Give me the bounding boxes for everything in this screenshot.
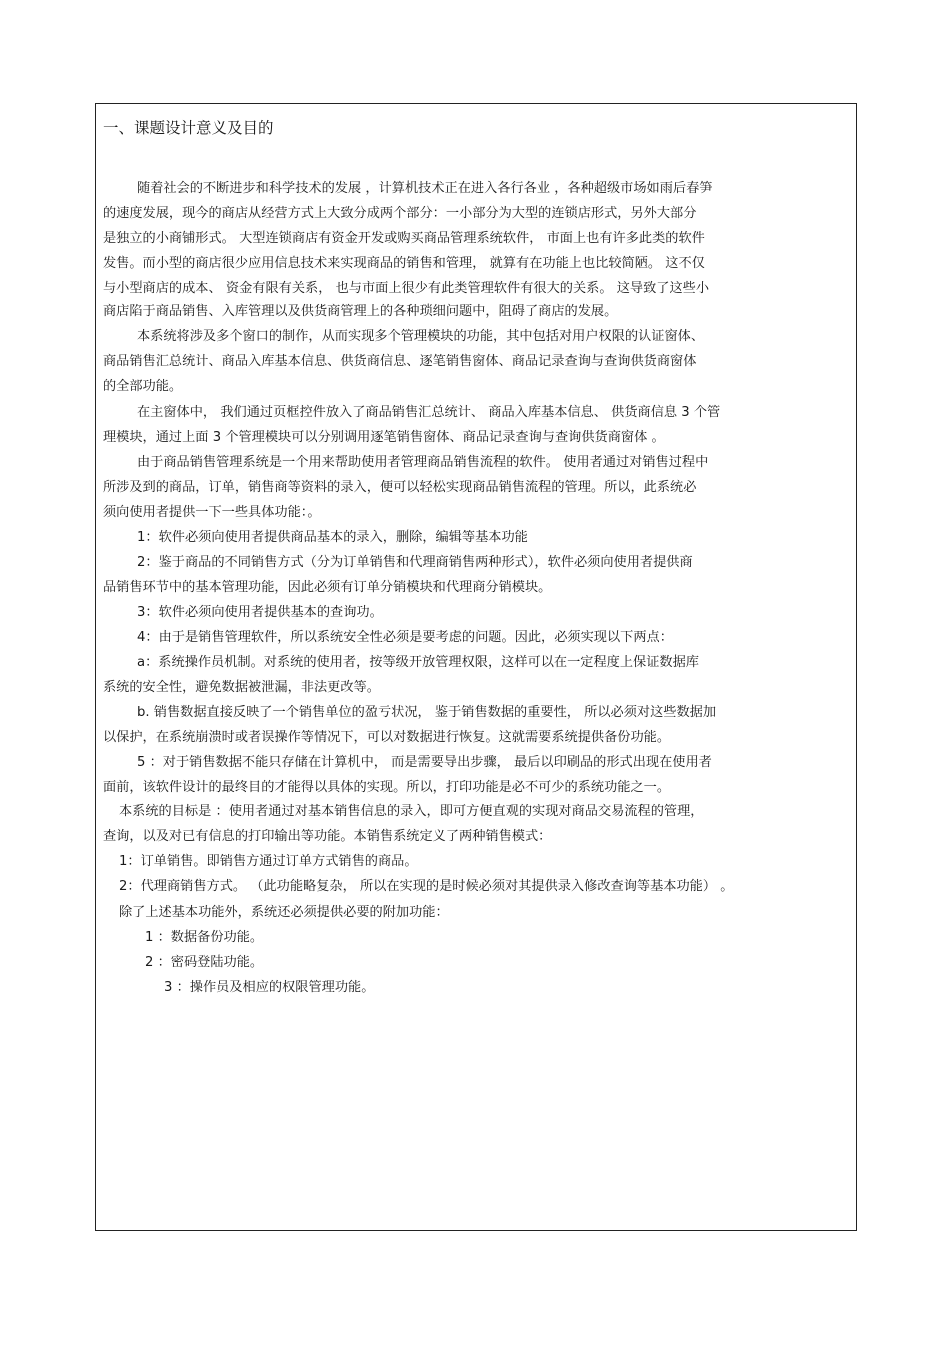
body-line: 除了上述基本功能外，系统还必须提供必要的附加功能：: [119, 905, 449, 920]
body-line: 本系统的目标是 ：使用者通过对基本销售信息的录入，即可方便直观的实现对商品交易流程的管理，: [119, 804, 704, 819]
body-line: 商品销售汇总统计、商品入库基本信息、供货商信息、逐笔销售窗体、商品记录查询与查询供货商窗体: [103, 354, 697, 369]
body-line: 所涉及到的商品，订单，销售商等资料的录入，便可以轻松实现商品销售流程的管理。所以，此系统必: [103, 480, 697, 495]
body-line: 以保护，在系统崩溃时或者误操作等情况下，可以对数据进行恢复。这就需要系统提供备份功能。: [103, 730, 671, 745]
body-line: 1 ：数据备份功能。: [145, 930, 264, 945]
body-line: 商店陷于商品销售、入库管理以及供货商管理上的各种琐细问题中，阻碍了商店的发展。: [103, 304, 618, 319]
body-line: 随着社会的不断进步和科学技术的发展 ，计算机技术正在进入各行各业 ，各种超级市场如雨后春笋: [137, 181, 713, 196]
body-line: 须向使用者提供一下一些具体功能：。: [103, 505, 321, 520]
body-line: 2 ：密码登陆功能。: [145, 955, 264, 970]
body-line: 3 ：操作员及相应的权限管理功能。: [164, 980, 375, 995]
body-line: 1：软件必须向使用者提供商品基本的录入，删除，编辑等基本功能: [137, 530, 528, 545]
body-line: 2：鉴于商品的不同销售方式（分为订单销售和代理商销售两种形式），软件必须向使用者提供商: [137, 555, 693, 570]
body-line: a：系统操作员机制。对系统的使用者，按等级开放管理权限，这样可以在一定程度上保证数据库: [137, 655, 699, 670]
body-line: 的速度发展，现今的商店从经营方式上大致分成两个部分：一小部分为大型的连锁店形式，另外大部分: [103, 206, 697, 221]
body-line: 的全部功能。: [103, 379, 183, 394]
body-line: 4：由于是销售管理软件，所以系统安全性必须是要考虑的问题。因此，必须实现以下两点：: [137, 630, 673, 645]
body-line: 品销售环节中的基本管理功能，因此必须有订单分销模块和代理商分销模块。: [103, 580, 552, 595]
body-line: 面前，该软件设计的最终目的才能得以具体的实现。所以，打印功能是必不可少的系统功能之一。: [103, 780, 671, 795]
body-line: 5 ：对于销售数据不能只存储在计算机中， 而是需要导出步骤， 最后以印刷品的形式出现在使用者: [137, 755, 712, 770]
body-line: 由于商品销售管理系统是一个用来帮助使用者管理商品销售流程的软件。 使用者通过对销售过程中: [137, 455, 709, 470]
body-line: 1：订单销售。即销售方通过订单方式销售的商品。: [119, 854, 418, 869]
body-line: 发售。而小型的商店很少应用信息技术来实现商品的销售和管理， 就算有在功能上也比较简陋。 这不仅: [103, 256, 705, 271]
body-line: 本系统将涉及多个窗口的制作，从而实现多个管理模块的功能，其中包括对用户权限的认证窗体、: [137, 329, 705, 344]
body-line: 3：软件必须向使用者提供基本的查询功。: [137, 605, 383, 620]
body-line: 在主窗体中， 我们通过页框控件放入了商品销售汇总统计、 商品入库基本信息、 供货商信息 3 个管: [137, 405, 721, 420]
body-line: 与小型商店的成本、 资金有限有关系， 也与市面上很少有此类管理软件有很大的关系。 这导致了这些小: [103, 281, 710, 296]
body-line: 2：代理商销售方式。 （此功能略复杂， 所以在实现的是时候必须对其提供录入修改查询等基本功能） 。: [119, 879, 734, 894]
body-line: 是独立的小商铺形式。 大型连锁商店有资金开发或购买商品管理系统软件， 市面上也有许多此类的软件: [103, 231, 705, 246]
section-title: 一、课题设计意义及目的: [103, 119, 274, 137]
body-line: b. 销售数据直接反映了一个销售单位的盈亏状况， 鉴于销售数据的重要性， 所以必须对这些数据加: [137, 705, 717, 720]
body-line: 理模块，通过上面 3 个管理模块可以分别调用逐笔销售窗体、商品记录查询与查询供货商窗体 。: [103, 430, 665, 445]
body-line: 系统的安全性，避免数据被泄漏，非法更改等。: [103, 680, 380, 695]
body-line: 查询，以及对已有信息的打印输出等功能。本销售系统定义了两种销售模式：: [103, 829, 552, 844]
